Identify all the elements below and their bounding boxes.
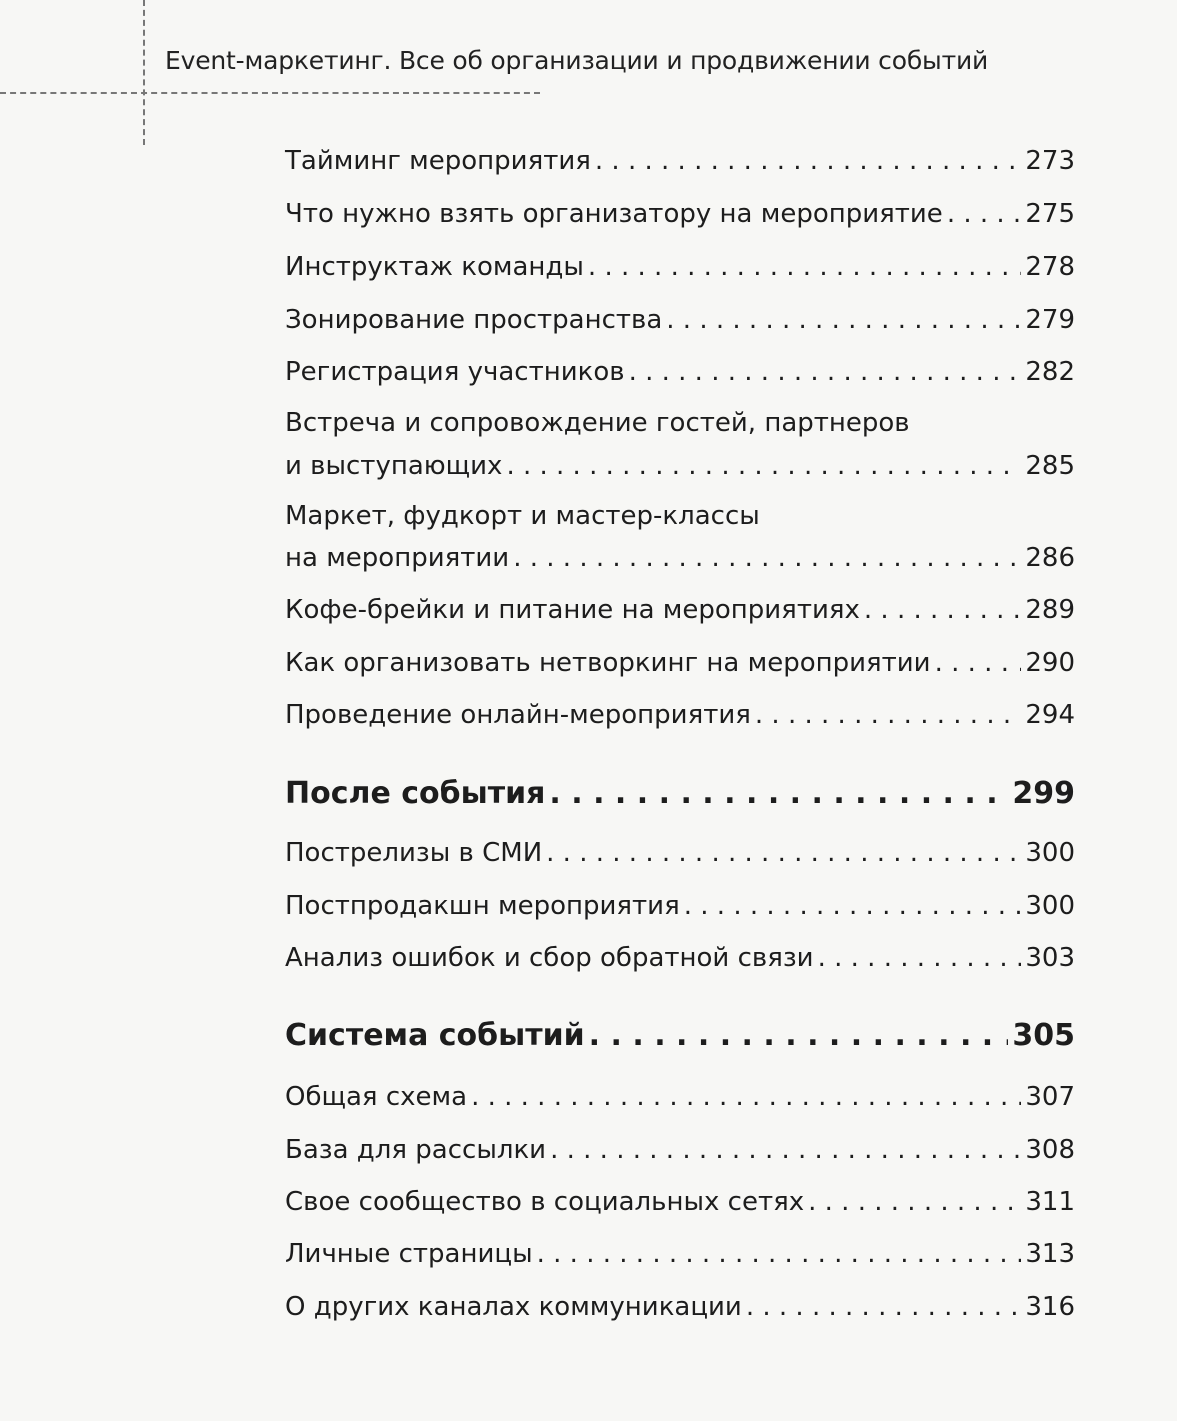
- leader-dots: [864, 595, 1021, 625]
- toc-entry: [285, 648, 1075, 678]
- toc-entry: [285, 1239, 1075, 1269]
- leader-dots: [935, 648, 1022, 678]
- running-title: Event-маркетинг. Все об организации и продвижении событий: [165, 46, 989, 75]
- toc-entry-title: Личные страницы: [285, 1239, 533, 1269]
- leader-dots: [755, 700, 1021, 730]
- toc-entry-title: База для рассылки: [285, 1135, 547, 1165]
- toc-entry: [285, 199, 1075, 229]
- toc-section: [285, 776, 1075, 811]
- crop-mark-horizontal: [0, 92, 540, 94]
- toc-section-page: 305: [1012, 1018, 1075, 1053]
- toc-entry-title: Зонирование пространства: [285, 305, 663, 335]
- toc-entry-title: на мероприятии: [285, 543, 510, 573]
- toc-entry-title: Как организовать нетворкинг на мероприятии: [285, 648, 931, 678]
- toc-entry-title: Пострелизы в СМИ: [285, 838, 543, 868]
- toc-entry: [285, 146, 1075, 176]
- toc-entry-title: Инструктаж команды: [285, 252, 584, 282]
- toc-entry-title: Свое сообщество в социальных сетях: [285, 1187, 805, 1217]
- toc-section-title: После события: [285, 776, 546, 811]
- leader-dots: [947, 199, 1022, 229]
- toc-entry-title: Анализ ошибок и сбор обратной связи: [285, 943, 814, 973]
- toc-entry-page: 290: [1025, 648, 1075, 678]
- toc-entry-page: 278: [1025, 252, 1075, 282]
- leader-dots: [550, 1135, 1021, 1165]
- toc-section-title: Система событий: [285, 1018, 585, 1053]
- leader-dots: [588, 252, 1021, 282]
- toc-entry: [285, 891, 1075, 921]
- leader-dots: [684, 891, 1022, 921]
- leader-dots: [666, 305, 1021, 335]
- leader-dots: [746, 1292, 1022, 1322]
- toc-entry-title: Проведение онлайн-мероприятия: [285, 700, 751, 730]
- toc-entry: [285, 1187, 1075, 1217]
- toc-entry-page: 273: [1025, 146, 1075, 176]
- leader-dots: [471, 1082, 1021, 1112]
- toc-entry-title: Общая схема: [285, 1082, 468, 1112]
- toc-entry-page: 300: [1025, 891, 1075, 921]
- toc-entry: [285, 595, 1075, 625]
- toc-entry-page: 294: [1025, 700, 1075, 730]
- toc-entry-page: 313: [1025, 1239, 1075, 1269]
- toc-section-page: 299: [1012, 776, 1075, 811]
- toc-entry-page: 285: [1025, 451, 1075, 481]
- toc-entry: [285, 1292, 1075, 1322]
- toc-entry-title-line1: Встреча и сопровождение гостей, партнеров: [285, 408, 910, 438]
- leader-dots: [513, 543, 1021, 573]
- toc-entry-page: 311: [1025, 1187, 1075, 1217]
- toc-entry-title: Тайминг мероприятия: [285, 146, 591, 176]
- leader-dots: [808, 1187, 1021, 1217]
- toc-entry-title: Регистрация участников: [285, 357, 625, 387]
- toc-entry: [285, 1082, 1075, 1112]
- leader-dots: [537, 1239, 1022, 1269]
- toc-entry-page: 279: [1025, 305, 1075, 335]
- toc-entry-title: О других каналах коммуникации: [285, 1292, 742, 1322]
- toc-entry-page: 308: [1025, 1135, 1075, 1165]
- toc-entry-page: 289: [1025, 595, 1075, 625]
- leader-dots: [549, 776, 1008, 811]
- toc-entry-title: и выступающих: [285, 451, 503, 481]
- toc-section: [285, 1018, 1075, 1053]
- toc-entry: [285, 451, 1075, 481]
- toc-entry: [285, 700, 1075, 730]
- toc-entry-title: Постпродакшн мероприятия: [285, 891, 680, 921]
- toc-entry: [285, 838, 1075, 868]
- toc-entry: [285, 305, 1075, 335]
- toc-entry-title: Что нужно взять организатору на мероприятие: [285, 199, 943, 229]
- leader-dots: [818, 943, 1022, 973]
- leader-dots: [546, 838, 1021, 868]
- toc-entry: [285, 357, 1075, 387]
- toc-entry: [285, 943, 1075, 973]
- toc-entry-page: 303: [1025, 943, 1075, 973]
- toc-entry-page: 316: [1025, 1292, 1075, 1322]
- crop-mark-vertical: [143, 0, 145, 145]
- leader-dots: [506, 451, 1021, 481]
- toc-entry-page: 286: [1025, 543, 1075, 573]
- toc-entry-page: 307: [1025, 1082, 1075, 1112]
- toc-entry-page: 300: [1025, 838, 1075, 868]
- toc-entry-title: Кофе-брейки и питание на мероприятиях: [285, 595, 860, 625]
- toc-entry-page: 282: [1025, 357, 1075, 387]
- toc-entry: [285, 1135, 1075, 1165]
- leader-dots: [589, 1018, 1009, 1053]
- toc-entry-page: 275: [1025, 199, 1075, 229]
- toc-entry-title-line1: Маркет, фудкорт и мастер-классы: [285, 501, 760, 531]
- toc-entry: [285, 252, 1075, 282]
- leader-dots: [629, 357, 1022, 387]
- leader-dots: [595, 146, 1021, 176]
- toc-entry: [285, 543, 1075, 573]
